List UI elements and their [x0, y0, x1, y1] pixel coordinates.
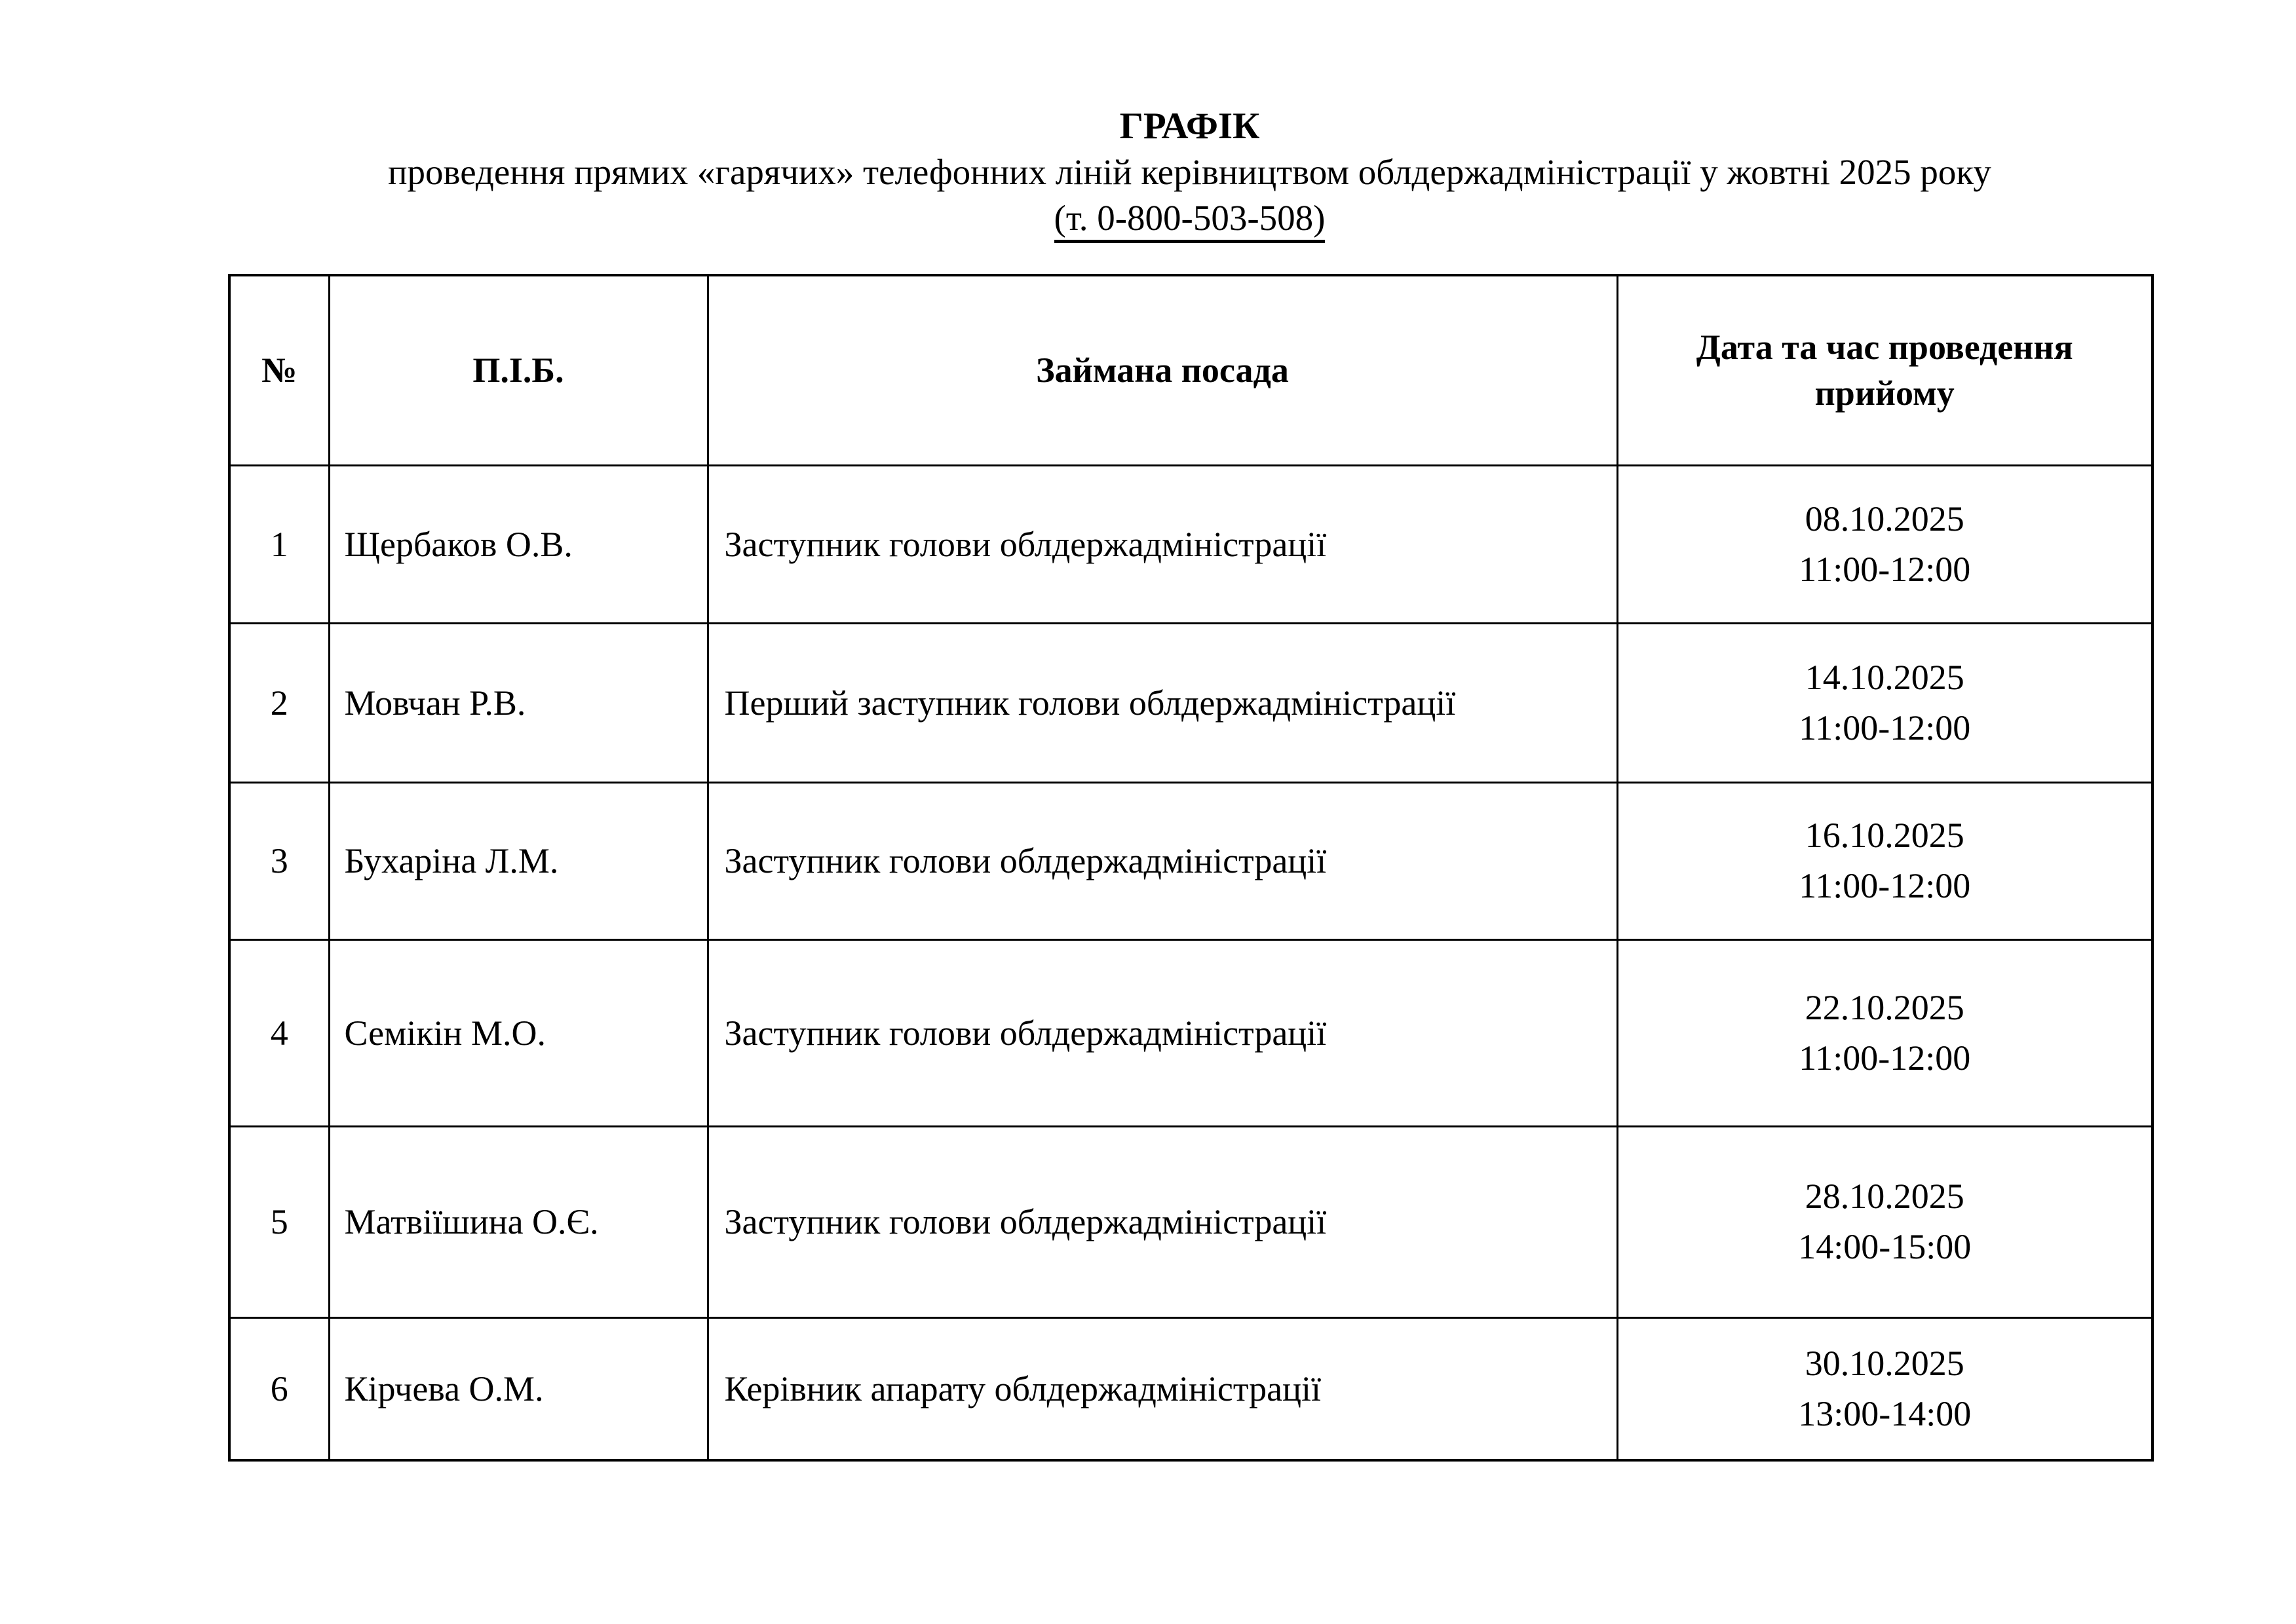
- cell-datetime: [1617, 1126, 2152, 1317]
- cell-name: Семікін М.О.: [329, 939, 708, 1126]
- cell-time: 11:00-12:00: [1799, 866, 1971, 905]
- cell-datetime: [1617, 1317, 2152, 1460]
- cell-time: 11:00-12:00: [1799, 1038, 1971, 1078]
- title-block: [228, 0, 2151, 243]
- cell-position: Заступник голови облдержадміністрації: [708, 939, 1617, 1126]
- cell-num: 2: [229, 623, 329, 782]
- cell-num: 4: [229, 939, 329, 1126]
- cell-time: 11:00-12:00: [1799, 708, 1971, 747]
- cell-name: Щербаков О.В.: [329, 465, 708, 623]
- doc-subtitle: проведення прямих «гарячих» телефонних ліній керівництвом облдержадміністрації у жовтні 2025 року: [388, 152, 1991, 192]
- col-header-num: №: [229, 275, 329, 465]
- table-row: [229, 1317, 2152, 1460]
- col-header-name: П.І.Б.: [329, 275, 708, 465]
- cell-date: 30.10.2025: [1805, 1344, 1964, 1384]
- cell-position: Заступник голови облдержадміністрації: [708, 1126, 1617, 1317]
- table-row: [229, 1126, 2152, 1317]
- col-header-position: Займана посада: [708, 275, 1617, 465]
- cell-datetime: [1617, 939, 2152, 1126]
- cell-date: 22.10.2025: [1805, 987, 1964, 1027]
- cell-name: Мовчан Р.В.: [329, 623, 708, 782]
- cell-name: Кірчева О.М.: [329, 1317, 708, 1460]
- cell-datetime: [1617, 465, 2152, 623]
- phone-line: [228, 195, 2151, 243]
- schedule-table: [228, 274, 2154, 1462]
- cell-position: Заступник голови облдержадміністрації: [708, 782, 1617, 939]
- table-row: [229, 623, 2152, 782]
- cell-position: Перший заступник голови облдержадміністрації: [708, 623, 1617, 782]
- cell-datetime: [1617, 623, 2152, 782]
- cell-position: Заступник голови облдержадміністрації: [708, 465, 1617, 623]
- cell-num: 5: [229, 1126, 329, 1317]
- header-row: [229, 275, 2152, 465]
- cell-name: Бухаріна Л.М.: [329, 782, 708, 939]
- cell-time: 14:00-15:00: [1798, 1227, 1972, 1266]
- cell-num: 1: [229, 465, 329, 623]
- table-row: [229, 939, 2152, 1126]
- cell-num: 6: [229, 1317, 329, 1460]
- cell-datetime: [1617, 782, 2152, 939]
- cell-time: 13:00-14:00: [1798, 1393, 1972, 1433]
- cell-name: Матвіїшина О.Є.: [329, 1126, 708, 1317]
- cell-date: 28.10.2025: [1805, 1177, 1964, 1217]
- table-row: [229, 465, 2152, 623]
- table-row: [229, 782, 2152, 939]
- doc-title: ГРАФІК: [1119, 105, 1260, 147]
- cell-date: 14.10.2025: [1805, 657, 1964, 697]
- cell-num: 3: [229, 782, 329, 939]
- col-header-datetime: Дата та час проведення прийому: [1617, 275, 2152, 465]
- cell-position: Керівник апарату облдержадміністрації: [708, 1317, 1617, 1460]
- phone-number: (т. 0-800-503-508): [1054, 199, 1326, 243]
- cell-date: 16.10.2025: [1805, 816, 1964, 856]
- cell-date: 08.10.2025: [1805, 499, 1964, 538]
- cell-time: 11:00-12:00: [1799, 549, 1971, 589]
